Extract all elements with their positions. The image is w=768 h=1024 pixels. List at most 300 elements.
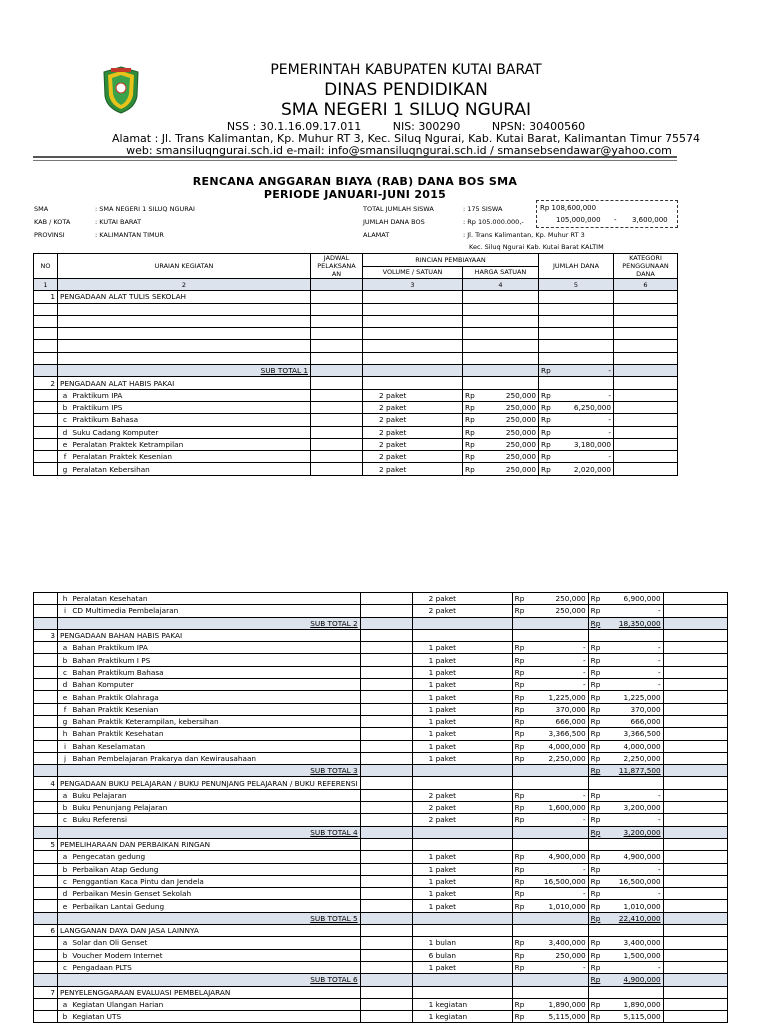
item-label: Bahan Pembelajaran Prakarya dan Kewirausahaan (72, 754, 257, 763)
item-total-amount: 3,400,000 (623, 938, 661, 948)
table-row (34, 875, 728, 887)
letterhead-web: web: smansiluqngurai.sch.id e-mail: info@smansiluqngurai.sch.id / smansebsendawar@yahoo.com (126, 144, 672, 157)
empty-cell (463, 365, 539, 377)
item-unit-price-amount: 1,890,000 (548, 999, 586, 1009)
empty-cell (58, 340, 311, 352)
item-total-currency: Rp (590, 692, 601, 702)
item-unit-price-amount: - (583, 655, 586, 665)
empty-cell (614, 377, 678, 389)
empty-cell (588, 777, 663, 789)
empty-cell (34, 438, 58, 450)
subtotal-amount-currency: Rp (590, 913, 601, 923)
item-volume: 2 paket (412, 593, 512, 605)
item-label: Bahan Komputer (72, 680, 134, 690)
empty-cell (311, 451, 363, 463)
empty-cell (360, 826, 412, 838)
empty-cell (34, 451, 58, 463)
empty-cell (360, 691, 412, 703)
item-total-amount: 3,366,500 (623, 729, 661, 739)
empty-cell (614, 389, 678, 401)
col-volume-header: VOLUME / SATUAN (363, 266, 463, 279)
budget-total-2c: 3,600,000 (632, 216, 668, 224)
item-unit-price-currency: Rp (514, 606, 525, 616)
item-total-currency: Rp (590, 680, 601, 690)
table-row (34, 937, 728, 949)
item-total-amount: - (658, 963, 661, 973)
empty-cell (34, 863, 58, 875)
item-total-currency: Rp (590, 717, 601, 727)
empty-cell (588, 925, 663, 937)
empty-cell (463, 291, 539, 303)
empty-cell (360, 912, 412, 924)
table-row (34, 900, 728, 912)
empty-cell (34, 401, 58, 413)
item-letter: i (63, 741, 67, 751)
empty-cell (360, 629, 412, 641)
empty-cell (58, 328, 311, 340)
empty-cell (34, 998, 58, 1010)
item-unit-price-currency: Rp (514, 655, 525, 665)
item-unit-price-currency: Rp (514, 864, 525, 874)
empty-cell (360, 593, 412, 605)
item-total-amount: - (658, 815, 661, 825)
item-unit-price-currency: Rp (514, 852, 525, 862)
empty-cell (34, 691, 58, 703)
table-row (34, 593, 728, 605)
item-description (58, 789, 361, 801)
empty-cell (614, 340, 678, 352)
item-total-amount: - (658, 643, 661, 653)
item-letter: e (62, 901, 68, 911)
empty-cell (663, 949, 727, 961)
item-letter: a (62, 790, 68, 800)
empty-cell (34, 814, 58, 826)
nis-text: NIS: 300290 (392, 120, 461, 133)
empty-cell (311, 426, 363, 438)
item-total (588, 875, 663, 887)
item-unit-price-amount: 5,115,000 (548, 1012, 586, 1022)
item-unit-price (512, 605, 588, 617)
col-kategori-header: KATEGORI PENGGUNAAN DANA (614, 254, 678, 279)
item-unit-price-amount: 250,000 (505, 427, 536, 437)
section-number: 4 (34, 777, 58, 789)
section-number: 7 (34, 986, 58, 998)
info-siswa-value: : 175 SISWA (463, 205, 503, 213)
item-description (58, 863, 361, 875)
item-unit-price-amount: 250,000 (505, 415, 536, 425)
item-total-currency: Rp (541, 427, 551, 437)
item-letter: b (62, 864, 68, 874)
item-letter: a (62, 643, 68, 653)
item-total-currency: Rp (590, 1012, 601, 1022)
item-total-amount: - (658, 889, 661, 899)
empty-cell (463, 377, 539, 389)
item-letter: a (62, 938, 68, 948)
info-prov-label: PROVINSI (34, 231, 65, 239)
empty-cell (360, 838, 412, 850)
info-sma-label: SMA (34, 205, 49, 213)
table-row (34, 715, 728, 727)
empty-cell (614, 463, 678, 475)
table-row (34, 451, 678, 463)
item-volume: 1 paket (412, 679, 512, 691)
item-total-currency: Rp (590, 901, 601, 911)
empty-cell (360, 961, 412, 973)
item-unit-price (463, 401, 539, 413)
empty-cell (463, 303, 539, 315)
empty-cell (363, 377, 463, 389)
item-total (588, 593, 663, 605)
item-total-amount: 666,000 (630, 717, 661, 727)
item-total-amount: - (608, 452, 611, 462)
item-description (58, 463, 311, 475)
empty-cell (663, 888, 727, 900)
empty-cell (34, 715, 58, 727)
empty-cell (34, 679, 58, 691)
subtotal-label: SUB TOTAL 5 (58, 912, 361, 924)
empty-cell (539, 328, 614, 340)
item-total (588, 752, 663, 764)
col-number-blank (311, 279, 363, 291)
table-row (34, 703, 728, 715)
empty-cell (360, 777, 412, 789)
empty-cell (34, 802, 58, 814)
empty-cell (34, 666, 58, 678)
item-description (58, 642, 361, 654)
npsn-text: NPSN: 30400560 (491, 120, 586, 133)
item-label: Suku Cadang Komputer (72, 427, 159, 437)
subtotal-amount (588, 617, 663, 629)
item-description (58, 949, 361, 961)
item-volume: 2 paket (363, 426, 463, 438)
empty-cell (360, 986, 412, 998)
col-uraian-header: URAIAN KEGIATAN (58, 254, 311, 279)
empty-cell (360, 679, 412, 691)
item-letter: f (63, 452, 67, 462)
empty-cell (663, 974, 727, 986)
item-label: Bahan Praktik Olahraga (72, 692, 159, 702)
item-unit-price-amount: 3,366,500 (548, 729, 586, 739)
empty-cell (360, 900, 412, 912)
item-total (588, 740, 663, 752)
item-unit-price (512, 863, 588, 875)
table-row (34, 389, 678, 401)
empty-cell (663, 838, 727, 850)
empty-cell (663, 752, 727, 764)
info-sma-value: : SMA NEGERI 1 SILUQ NGURAI (95, 205, 195, 213)
item-description (58, 875, 361, 887)
item-letter: b (62, 403, 68, 413)
subtotal-amount-amount: 22,410,000 (618, 913, 661, 923)
subtotal-amount-amount: 11,877,500 (618, 766, 661, 776)
empty-cell (34, 426, 58, 438)
item-total-currency: Rp (590, 852, 601, 862)
empty-cell (663, 986, 727, 998)
item-total-amount: - (658, 606, 661, 616)
item-total (539, 463, 614, 475)
item-unit-price-amount: 2,250,000 (548, 754, 586, 763)
table-row (34, 315, 678, 327)
item-unit-price-currency: Rp (465, 390, 475, 400)
item-unit-price-amount: - (583, 667, 586, 677)
table-row (34, 691, 728, 703)
item-label: Bahan Keselamatan (72, 741, 146, 751)
item-volume: 1 paket (412, 740, 512, 752)
item-total (588, 666, 663, 678)
empty-cell (412, 974, 512, 986)
item-label: Bahan Praktikum I PS (72, 655, 151, 665)
letterhead-government: PEMERINTAH KABUPATEN KUTAI BARAT (270, 62, 542, 78)
item-label: Praktikum IPS (72, 403, 123, 413)
item-unit-price-currency: Rp (514, 901, 525, 911)
empty-cell (34, 900, 58, 912)
item-label: Perbaikan Mesin Genset Sekolah (72, 889, 192, 899)
empty-cell (463, 352, 539, 364)
item-description (58, 998, 361, 1010)
empty-cell (360, 1011, 412, 1023)
empty-cell (34, 642, 58, 654)
item-total (588, 679, 663, 691)
empty-cell (663, 961, 727, 973)
item-total-currency: Rp (590, 950, 601, 960)
empty-cell (34, 315, 58, 327)
item-label: Peralatan Praktek Ketrampilan (72, 440, 184, 449)
item-unit-price (512, 679, 588, 691)
item-letter: e (62, 692, 68, 702)
subtotal-amount-amount: - (608, 366, 611, 376)
empty-cell (34, 328, 58, 340)
section-title: PENGADAAN ALAT HABIS PAKAI (58, 377, 311, 389)
item-unit-price-currency: Rp (514, 938, 525, 948)
item-total (588, 789, 663, 801)
empty-cell (360, 925, 412, 937)
empty-cell (663, 765, 727, 777)
empty-cell (34, 888, 58, 900)
item-description (58, 593, 361, 605)
empty-cell (363, 315, 463, 327)
item-total-amount: - (658, 667, 661, 677)
empty-cell (663, 642, 727, 654)
item-total-currency: Rp (590, 704, 601, 714)
table-row (34, 740, 728, 752)
table-row (34, 666, 728, 678)
item-unit-price (463, 438, 539, 450)
section-number: 2 (34, 377, 58, 389)
item-unit-price-amount: 1,225,000 (548, 692, 586, 702)
item-label: Solar dan Oli Genset (72, 938, 148, 948)
item-unit-price-currency: Rp (514, 963, 525, 973)
empty-cell (360, 752, 412, 764)
empty-cell (34, 340, 58, 352)
empty-cell (58, 315, 311, 327)
item-total (539, 414, 614, 426)
empty-cell (34, 961, 58, 973)
empty-cell (512, 925, 588, 937)
subtotal-row (34, 974, 728, 986)
table-row (34, 605, 728, 617)
empty-cell (663, 629, 727, 641)
empty-cell (663, 925, 727, 937)
col-number-2: 2 (58, 279, 311, 291)
item-unit-price-amount: 1,010,000 (548, 901, 586, 911)
info-dana-value: : Rp 105.000.000,- (463, 218, 524, 226)
empty-cell (663, 851, 727, 863)
item-unit-price-amount: 666,000 (555, 717, 586, 727)
empty-cell (512, 629, 588, 641)
empty-cell (663, 593, 727, 605)
item-total-amount: - (658, 655, 661, 665)
empty-cell (58, 303, 311, 315)
item-unit-price (512, 851, 588, 863)
item-total-currency: Rp (590, 594, 601, 604)
col-number-6: 6 (614, 279, 678, 291)
item-unit-price-amount: - (583, 680, 586, 690)
empty-cell (663, 802, 727, 814)
item-total (588, 728, 663, 740)
item-label: Bahan Praktik Kesenian (72, 704, 159, 714)
subtotal-row (34, 912, 728, 924)
empty-cell (663, 666, 727, 678)
subtotal-label: SUB TOTAL 1 (58, 365, 311, 377)
empty-cell (663, 912, 727, 924)
item-description (58, 438, 311, 450)
empty-cell (412, 617, 512, 629)
item-total-currency: Rp (590, 864, 601, 874)
item-volume: 2 paket (363, 401, 463, 413)
item-unit-price-currency: Rp (514, 889, 525, 899)
table-row (34, 679, 728, 691)
empty-cell (363, 365, 463, 377)
empty-cell (539, 315, 614, 327)
item-unit-price-amount: 250,000 (555, 606, 586, 616)
item-unit-price (512, 740, 588, 752)
item-total (588, 715, 663, 727)
item-unit-price (512, 728, 588, 740)
item-unit-price-currency: Rp (465, 403, 475, 413)
table-row (34, 789, 728, 801)
section-number: 3 (34, 629, 58, 641)
item-total (588, 937, 663, 949)
empty-cell (360, 703, 412, 715)
item-total-currency: Rp (590, 938, 601, 948)
item-label: Perbaikan Lantai Gedung (72, 901, 165, 911)
table-row (34, 438, 678, 450)
item-volume: 1 paket (412, 728, 512, 740)
item-total (588, 605, 663, 617)
item-unit-price-currency: Rp (465, 452, 475, 462)
empty-cell (614, 414, 678, 426)
item-letter: b (62, 950, 68, 960)
item-unit-price-amount: - (583, 889, 586, 899)
item-label: Bahan Praktik Kesehatan (72, 729, 164, 739)
empty-cell (34, 949, 58, 961)
subtotal-amount (588, 765, 663, 777)
subtotal-amount-amount: 18,350,000 (618, 618, 661, 628)
item-unit-price-amount: 3,400,000 (548, 938, 586, 948)
info-siswa-label: TOTAL JUMLAH SISWA (363, 205, 434, 213)
col-number-3: 3 (363, 279, 463, 291)
table-row (34, 426, 678, 438)
item-total (588, 691, 663, 703)
empty-cell (588, 629, 663, 641)
subtotal-amount-currency: Rp (590, 618, 601, 628)
item-volume: 1 paket (412, 961, 512, 973)
item-letter: g (62, 717, 68, 727)
item-total-currency: Rp (541, 440, 551, 449)
item-unit-price (512, 998, 588, 1010)
subtotal-row (34, 765, 728, 777)
info-kab-label: KAB / KOTA (34, 218, 71, 226)
item-description (58, 937, 361, 949)
item-unit-price-currency: Rp (465, 464, 475, 474)
item-unit-price (512, 593, 588, 605)
empty-cell (360, 863, 412, 875)
item-unit-price-currency: Rp (465, 415, 475, 425)
item-total (539, 438, 614, 450)
item-description (58, 1011, 361, 1023)
empty-cell (614, 365, 678, 377)
item-total-amount: - (658, 864, 661, 874)
item-description (58, 426, 311, 438)
empty-cell (311, 303, 363, 315)
empty-cell (614, 401, 678, 413)
table-row (34, 654, 728, 666)
item-description (58, 851, 361, 863)
table-row (34, 814, 728, 826)
col-jadwal-header: JADWAL PELAKSANA AN (311, 254, 363, 279)
item-total (588, 961, 663, 973)
item-unit-price (512, 703, 588, 715)
item-total-amount: 1,500,000 (623, 950, 661, 960)
item-unit-price (512, 900, 588, 912)
item-letter: b (62, 803, 68, 813)
item-volume: 1 paket (412, 654, 512, 666)
section-row (34, 986, 728, 998)
item-unit-price-amount: - (583, 643, 586, 653)
item-unit-price (512, 949, 588, 961)
empty-cell (311, 291, 363, 303)
item-label: Pengecatan gedung (72, 852, 146, 862)
empty-cell (34, 851, 58, 863)
empty-cell (663, 875, 727, 887)
item-unit-price-currency: Rp (514, 815, 525, 825)
empty-cell (360, 740, 412, 752)
empty-cell (412, 629, 512, 641)
empty-cell (311, 315, 363, 327)
empty-cell (663, 998, 727, 1010)
item-total-currency: Rp (590, 889, 601, 899)
col-jumlah-header: JUMLAH DANA (539, 254, 614, 279)
empty-cell (360, 949, 412, 961)
item-description (58, 451, 311, 463)
subtotal-label: SUB TOTAL 3 (58, 765, 361, 777)
empty-cell (311, 377, 363, 389)
empty-cell (512, 986, 588, 998)
table-row (34, 328, 678, 340)
item-letter: c (62, 876, 67, 886)
section-title: PEMELIHARAAN DAN PERBAIKAN RINGAN (58, 838, 361, 850)
empty-cell (360, 814, 412, 826)
empty-cell (512, 838, 588, 850)
item-total-amount: 370,000 (630, 704, 661, 714)
empty-cell (663, 691, 727, 703)
table-row (34, 352, 678, 364)
empty-cell (614, 352, 678, 364)
item-unit-price-amount: 370,000 (555, 704, 586, 714)
item-description (58, 900, 361, 912)
empty-cell (34, 414, 58, 426)
info-alamat-value-2: Kec. Siluq Ngurai Kab. Kutai Barat KALTIM (469, 243, 604, 251)
